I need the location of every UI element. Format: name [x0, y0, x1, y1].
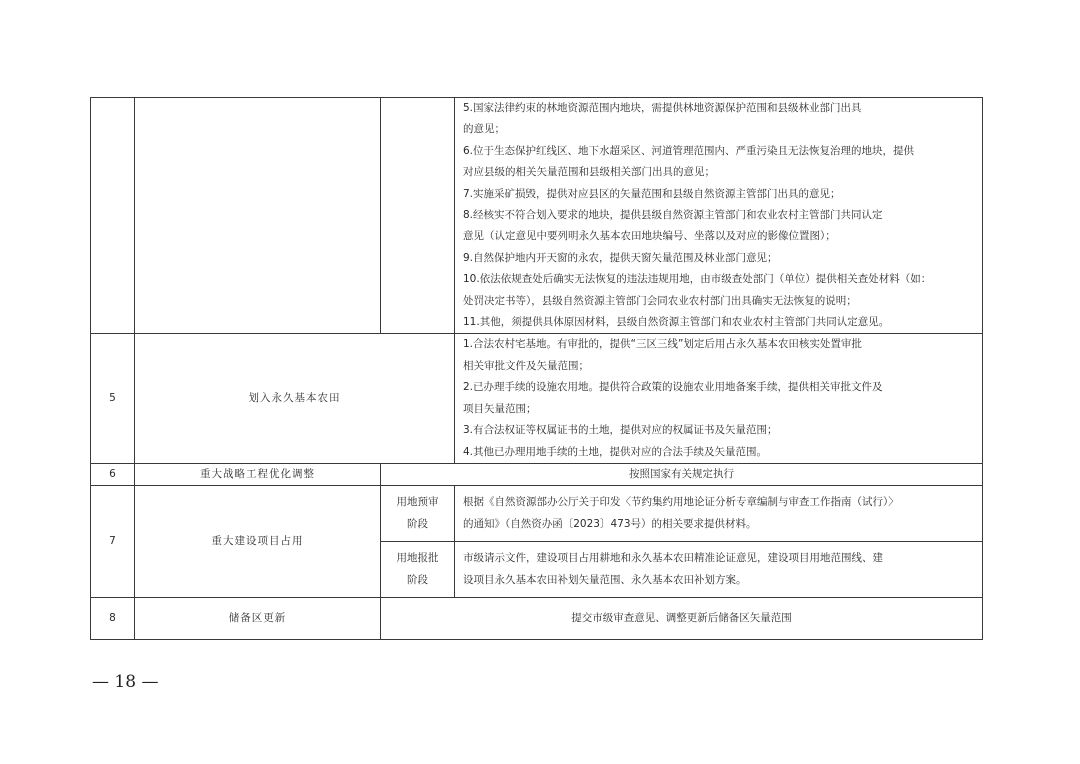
stage-label: 用地预审 [396, 496, 439, 509]
material-requirements-cell [455, 98, 983, 334]
row-number-cell: 8 [91, 598, 135, 640]
material-requirements-cell: 提交市级审查意见、调整更新后储备区矢量范围 [381, 598, 983, 640]
content-line: 2.已办理手续的设施农用地。提供符合政策的设施农业用地备案手续，提供相关审批文件及 [463, 381, 883, 394]
table-row-continued [91, 98, 983, 334]
material-requirements-cell [455, 486, 983, 542]
item-name-cell: 重大建设项目占用 [135, 486, 381, 598]
content-line: 处罚决定书等），县级自然资源主管部门会同农业农村部门出具确实无法恢复的说明； [463, 294, 857, 307]
content-line: 根据《自然资源部办公厅关于印发〈节约集约用地论证分析专章编制与审查工作指南（试行）〉 [463, 496, 899, 509]
content-line: 项目矢量范围； [463, 402, 537, 415]
requirements-table [90, 97, 983, 640]
row-number-cell: 7 [91, 486, 135, 598]
item-name-cell: 划入永久基本农田 [135, 334, 455, 463]
content-line: 7.实施采矿损毁，提供对应县区的矢量范围和县级自然资源主管部门出具的意见； [463, 187, 841, 200]
content-line: 意见（认定意见中要列明永久基本农田地块编号、坐落以及对应的影像位置图）； [463, 230, 836, 243]
content-line: 5.国家法律约束的林地资源范围内地块，需提供林地资源保护范围和县级林业部门出具 [463, 102, 862, 114]
table-row-7a [91, 486, 983, 542]
item-name-cell [135, 98, 381, 334]
content-line: 3.有合法权证等权属证书的土地，提供对应的权属证书及矢量范围； [463, 424, 778, 437]
stage-label: 阶段 [407, 517, 428, 530]
stage-cell [381, 542, 455, 598]
page-number: — 18 — [92, 672, 159, 692]
content-line: 4.其他已办理用地手续的土地，提供对应的合法手续及矢量范围。 [463, 445, 768, 458]
material-requirements-cell [455, 542, 983, 598]
row-number-cell: 5 [91, 334, 135, 463]
stage-label: 阶段 [407, 573, 428, 586]
material-requirements-cell: 按照国家有关规定执行 [381, 463, 983, 485]
content-line: 的通知》（自然资办函〔2023〕473号）的相关要求提供材料。 [463, 517, 757, 530]
table-row-5 [91, 334, 983, 463]
content-line: 11.其他，须提供具体原因材料，县级自然资源主管部门和农业农村主管部门共同认定意见。 [463, 316, 890, 329]
stage-label: 用地报批 [396, 552, 439, 565]
content-line: 9.自然保护地内开天窗的永农，提供天窗矢量范围及林业部门意见； [463, 251, 778, 264]
content-line: 设项目永久基本农田补划矢量范围、永久基本农田补划方案。 [463, 573, 747, 586]
row-number-cell: 6 [91, 463, 135, 485]
sub-category-cell [381, 98, 455, 334]
item-name-cell: 重大战略工程优化调整 [135, 463, 381, 485]
table-row-6 [91, 463, 983, 485]
content-line: 市级请示文件，建设项目占用耕地和永久基本农田精准论证意见，建设项目用地范围线、建 [463, 552, 883, 565]
item-name-cell: 储备区更新 [135, 598, 381, 640]
content-line: 相关审批文件及矢量范围； [463, 359, 589, 372]
content-line: 1.合法农村宅基地。有审批的，提供“三区三线”划定后用占永久基本农田核实处置审批 [463, 338, 862, 351]
content-line: 8.经核实不符合划入要求的地块，提供县级自然资源主管部门和农业农村主管部门共同认定 [463, 209, 883, 222]
material-requirements-cell [455, 334, 983, 463]
content-line: 的意见； [463, 123, 505, 136]
content-line: 10.依法依规查处后确实无法恢复的违法违规用地，由市级查处部门（单位）提供相关查处材料（如： [463, 273, 932, 286]
stage-cell [381, 486, 455, 542]
table-row-8 [91, 598, 983, 640]
row-number-cell [91, 98, 135, 334]
content-line: 6.位于生态保护红线区、地下水超采区、河道管理范围内、严重污染且无法恢复治理的地块，提供 [463, 144, 915, 157]
content-line: 对应县级的相关矢量范围和县级相关部门出具的意见； [463, 166, 715, 179]
